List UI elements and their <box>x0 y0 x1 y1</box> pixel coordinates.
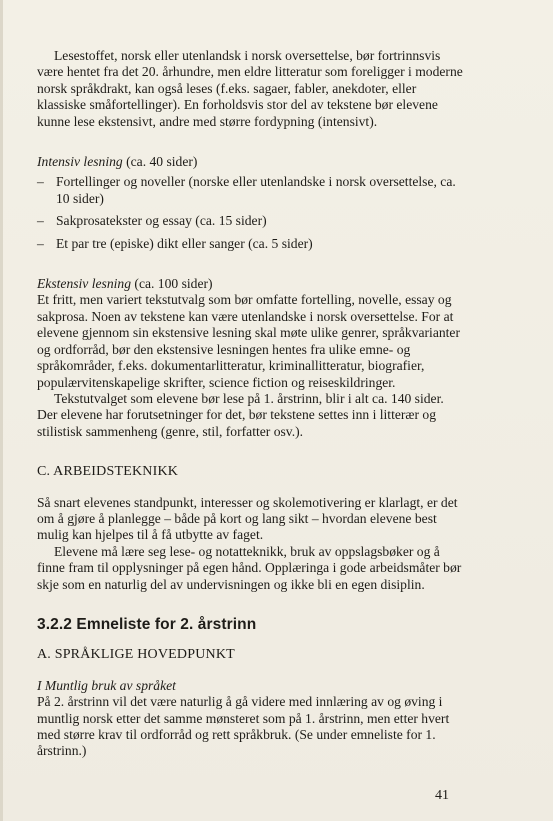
ekstensiv-paragraph-2: Tekstutvalget som elevene bør lese på 1. årstrinn, blir i alt ca. 140 sider. Der elevene har forutsetninger for det, bør tekstene settes inn i litterær og stilistisk sammenheng (genre, stil, forfatter osv.). <box>37 390 444 439</box>
ekstensiv-pages: (ca. 100 sider) <box>131 276 213 292</box>
section-322-heading: 3.2.2 Emneliste for 2. årstrinn <box>37 615 257 633</box>
intensiv-heading <box>37 154 467 170</box>
ekstensiv-heading <box>37 276 467 292</box>
section-c-heading: C. ARBEIDSTEKNIKK <box>37 464 179 480</box>
item-i-heading: I Muntlig bruk av språket <box>37 677 176 693</box>
dash-marker: – <box>37 235 44 251</box>
ekstensiv-label: Ekstensiv lesning <box>37 276 132 292</box>
ekstensiv-paragraph-1: Et fritt, men variert tekstutvalg som bør omfatte fortelling, novelle, essay og sakprosa. Noen av tekstene kan være utenlandske i norsk oversettelse. For at elevene gjennom sin ekstensive lesning skal møte ulike genrer, språkvarianter og ordforråd, bør den ekstensive lesningen hentes fra ulike emne- og språkområder, f.eks. dokumentarlitteratur, kriminallitteratur, biografier, populærvitenskapelige skrifter, science fiction og reiseskildringer. <box>37 292 460 390</box>
intensiv-label: Intensiv lesning <box>37 154 123 170</box>
page-content <box>37 48 467 760</box>
section-a-heading: A. SPRÅKLIGE HOVEDPUNKT <box>37 647 235 663</box>
intensiv-list <box>37 174 467 252</box>
dash-marker: – <box>37 213 44 229</box>
list-item: – Fortellinger og noveller (norske eller utenlandske i norsk oversettelse, ca. 10 sider) <box>37 174 456 206</box>
section-c-paragraph-1: Så snart elevenes standpunkt, interesser og skolemotivering er klarlagt, er det om å gjøre å planlegge – både på kort og lang sikt – hvordan elevene best mulig kan hjelpes til å få utbytte av faget. <box>37 494 458 543</box>
list-item: – Et par tre (episke) dikt eller sanger (ca. 5 sider) <box>37 235 313 251</box>
intro-paragraph: Lesestoffet, norsk eller utenlandsk i norsk oversettelse, bør fortrinnsvis være hentet fra det 20. århundre, men eldre litteratur som foreligger i moderne norsk språkdrakt, kan også leses (f.eks. sagaer, fabler, anekdoter, eller klassiske småfortellinger). En forholdsvis stor del av tekstene bør elevene kunne lese ekstensivt, andre med større fordypning (intensivt). <box>37 48 463 129</box>
intensiv-pages: (ca. 40 sider) <box>122 154 198 170</box>
item-i-paragraph: På 2. årstrinn vil det være naturlig å gå videre med innlæring av og øving i muntlig norsk etter det samme mønsteret som på 1. årstrinn, men etter hvert med større krav til ordforråd og rett språkbruk. (Se under emneliste for 1. årstrinn.) <box>37 694 450 759</box>
list-item: – Sakprosatekster og essay (ca. 15 sider) <box>37 213 267 229</box>
section-c-paragraph-2: Elevene må lære seg lese- og notatteknikk, bruk av oppslagsbøker og å finne fram til opplysninger på egen hånd. Opplæringa i gode arbeidsmåter bør skje som en naturlig del av undervisningen og ikke bli en egen disiplin. <box>37 543 462 592</box>
page-number: 41 <box>435 788 449 803</box>
dash-marker: – <box>37 174 44 190</box>
